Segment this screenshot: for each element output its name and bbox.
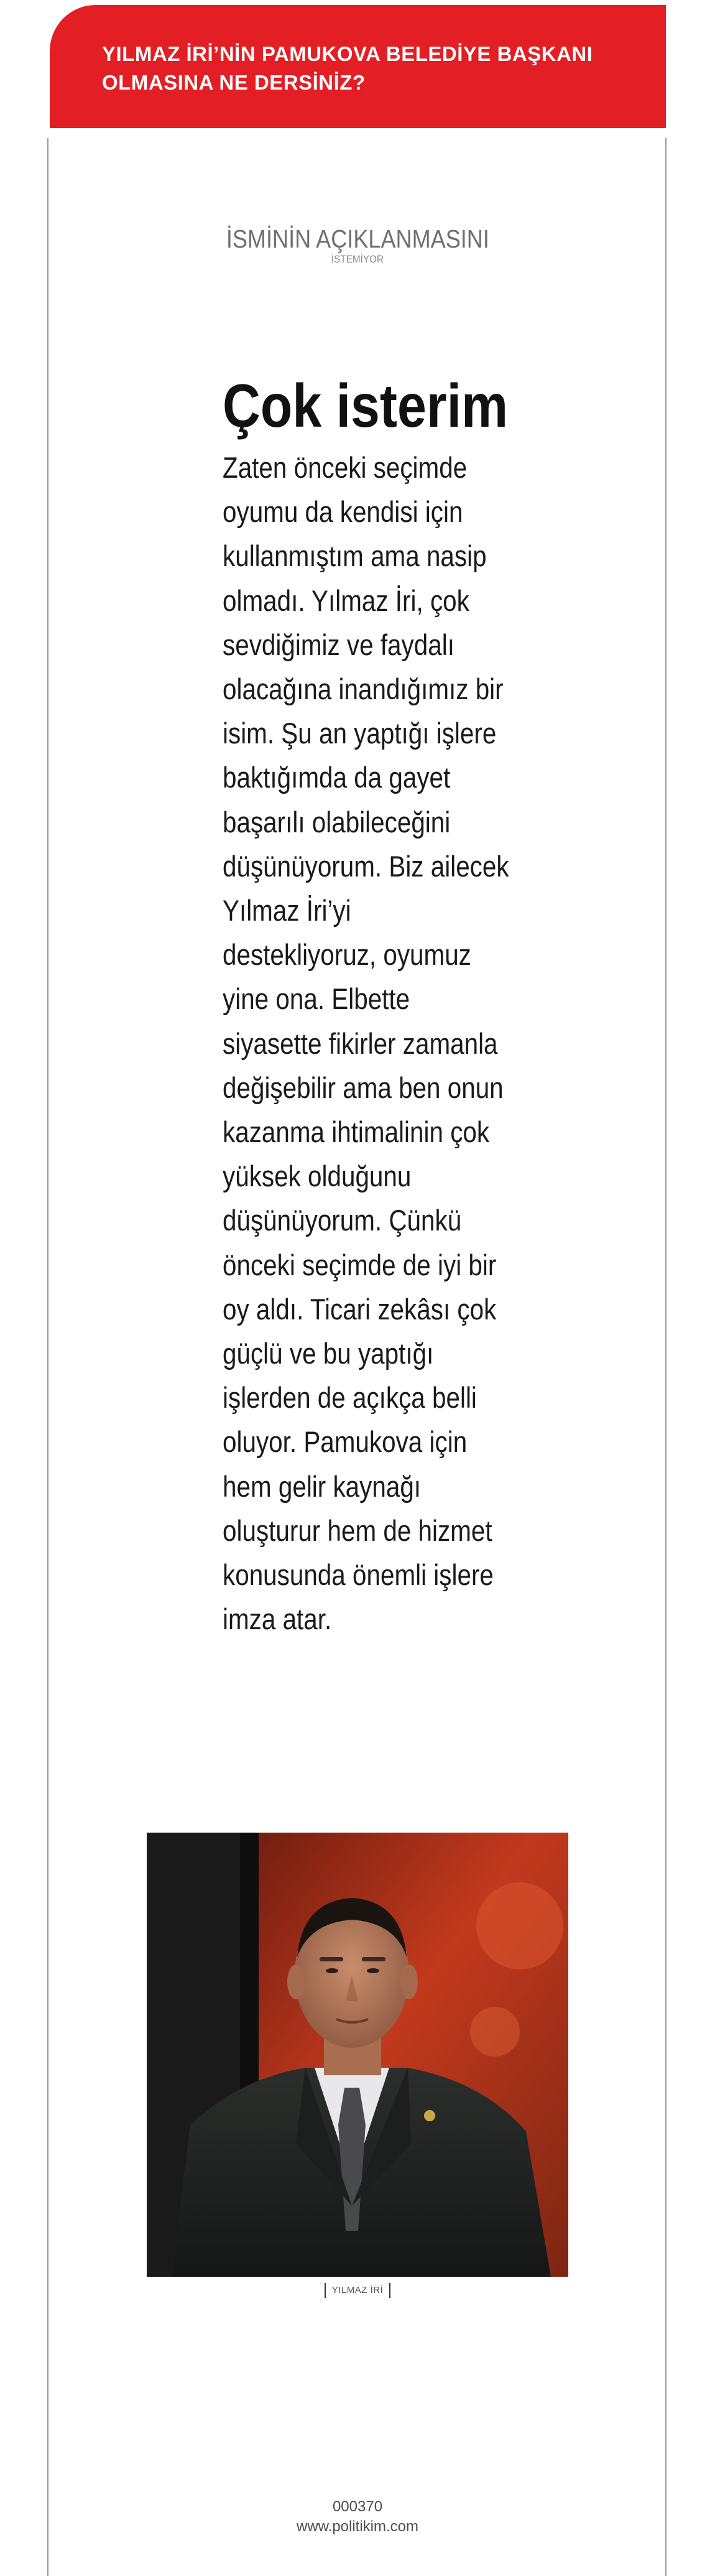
caption-left-bar	[325, 2283, 326, 2298]
caption-right-bar	[389, 2283, 390, 2298]
question-header	[50, 5, 666, 128]
photo-caption	[0, 2283, 715, 2298]
page-number: 000370	[332, 2498, 383, 2515]
respondent-note: İSTEMİYOR	[331, 253, 384, 265]
respondent-name: İSMİNİN AÇIKLANMASINI	[226, 225, 489, 253]
portrait-photo	[147, 1833, 568, 2277]
article	[223, 371, 546, 1641]
question-text: YILMAZ İRİ’NİN PAMUKOVA BELEDİYE BAŞKANI OLMASINA NE DERSİNİZ?	[102, 42, 593, 94]
caption-text: YILMAZ İRİ	[331, 2285, 384, 2295]
portrait-image	[147, 1833, 568, 2277]
article-body: Zaten önceki seçimde oyumu da kendisi için kullanmıştım ama nasip olmadı. Yılmaz İri, çok sevdiğimiz ve faydalı olacağına inandığımız bir isim. Şu an yaptığı işlere baktığımda da gayet başarılı olabileceğini düşünüyorum. Biz ailecek Yılmaz İri’yi destekliyoruz, oyumuz yine ona. Elbette siyasette fikirler zamanla değişebilir ama ben onun kazanma ihtimalinin çok yüksek olduğunu düşünüyorum. Çünkü önceki seçimde de iyi bir oy aldı. Ticari zekâsı çok güçlü ve bu yaptığı işlerden de açıkça belli oluyor. Pamukova için hem gelir kaynağı oluşturur hem de hizmet konusunda önemli işlere imza atar.	[223, 451, 509, 1636]
website-link[interactable]: www.politikim.com	[296, 2518, 419, 2535]
footer	[0, 2497, 715, 2537]
article-headline: Çok isterim	[223, 371, 509, 440]
respondent-block	[0, 225, 715, 266]
